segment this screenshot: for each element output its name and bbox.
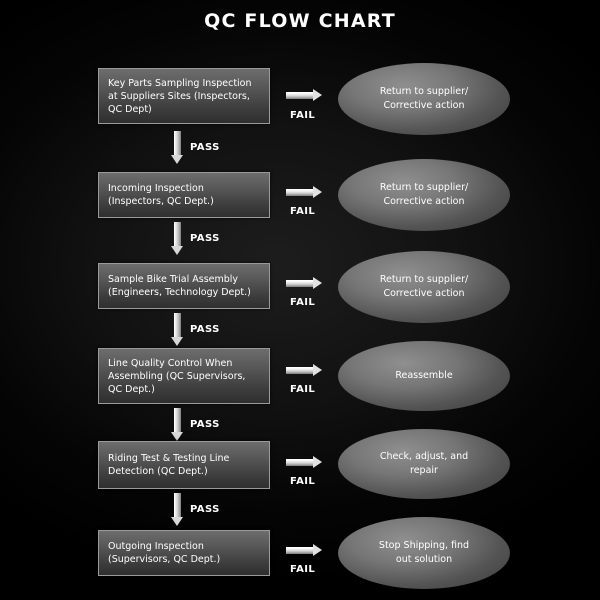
fail-arrow-3 bbox=[286, 277, 322, 290]
fail-label-6: FAIL bbox=[290, 564, 316, 575]
pass-label-4: PASS bbox=[190, 419, 220, 430]
pass-arrow-4 bbox=[171, 408, 184, 441]
process-box-1-label: Key Parts Sampling Inspection at Suppliers Sites (Inspectors, QC Dept) bbox=[108, 77, 252, 115]
process-box-6-label: Outgoing Inspection (Supervisors, QC Dept.) bbox=[108, 541, 221, 565]
page-title: QC FLOW CHART bbox=[204, 10, 396, 32]
fail-label-5: FAIL bbox=[290, 476, 316, 487]
pass-arrow-1 bbox=[171, 131, 184, 164]
outcome-ellipse-5-label: Check, adjust, and repair bbox=[379, 451, 469, 476]
fail-arrow-4 bbox=[286, 364, 322, 377]
outcome-ellipse-2-label: Return to supplier/ Corrective action bbox=[379, 182, 469, 207]
outcome-ellipse-4[interactable] bbox=[338, 341, 510, 411]
fail-label-2: FAIL bbox=[290, 206, 316, 217]
process-box-1[interactable] bbox=[98, 68, 270, 124]
outcome-ellipse-3[interactable] bbox=[338, 251, 510, 323]
process-box-3[interactable] bbox=[98, 263, 270, 309]
pass-arrow-2 bbox=[171, 222, 184, 255]
outcome-ellipse-5[interactable] bbox=[338, 429, 510, 499]
pass-label-3: PASS bbox=[190, 324, 220, 335]
process-box-4[interactable] bbox=[98, 348, 270, 404]
pass-label-5: PASS bbox=[190, 504, 220, 515]
fail-label-3: FAIL bbox=[290, 297, 316, 308]
outcome-ellipse-3-label: Return to supplier/ Corrective action bbox=[379, 274, 469, 299]
fail-arrow-2 bbox=[286, 186, 322, 199]
fail-label-4: FAIL bbox=[290, 384, 316, 395]
fail-arrow-5 bbox=[286, 456, 322, 469]
outcome-ellipse-4-label: Reassemble bbox=[395, 370, 453, 381]
fail-arrow-1 bbox=[286, 89, 322, 102]
pass-arrow-3 bbox=[171, 313, 184, 346]
pass-label-2: PASS bbox=[190, 233, 220, 244]
outcome-ellipse-1[interactable] bbox=[338, 63, 510, 135]
outcome-ellipse-6-label: Stop Shipping, find out solution bbox=[378, 540, 470, 565]
outcome-ellipse-1-label: Return to supplier/ Corrective action bbox=[379, 86, 469, 111]
process-box-5-label: Riding Test & Testing Line Detection (QC Dept.) bbox=[108, 453, 230, 477]
process-box-2[interactable] bbox=[98, 172, 270, 218]
pass-arrow-5 bbox=[171, 493, 184, 526]
outcome-ellipse-6[interactable] bbox=[338, 517, 510, 589]
process-box-4-label: Line Quality Control When Assembling (QC Supervisors, QC Dept.) bbox=[108, 357, 246, 395]
process-box-6[interactable] bbox=[98, 530, 270, 576]
process-box-5[interactable] bbox=[98, 441, 270, 489]
process-box-2-label: Incoming Inspection (Inspectors, QC Dept.) bbox=[108, 183, 214, 207]
fail-arrow-6 bbox=[286, 544, 322, 557]
fail-label-1: FAIL bbox=[290, 110, 316, 121]
process-box-3-label: Sample Bike Trial Assembly (Engineers, Technology Dept.) bbox=[108, 274, 251, 298]
pass-label-1: PASS bbox=[190, 142, 220, 153]
outcome-ellipse-2[interactable] bbox=[338, 159, 510, 231]
